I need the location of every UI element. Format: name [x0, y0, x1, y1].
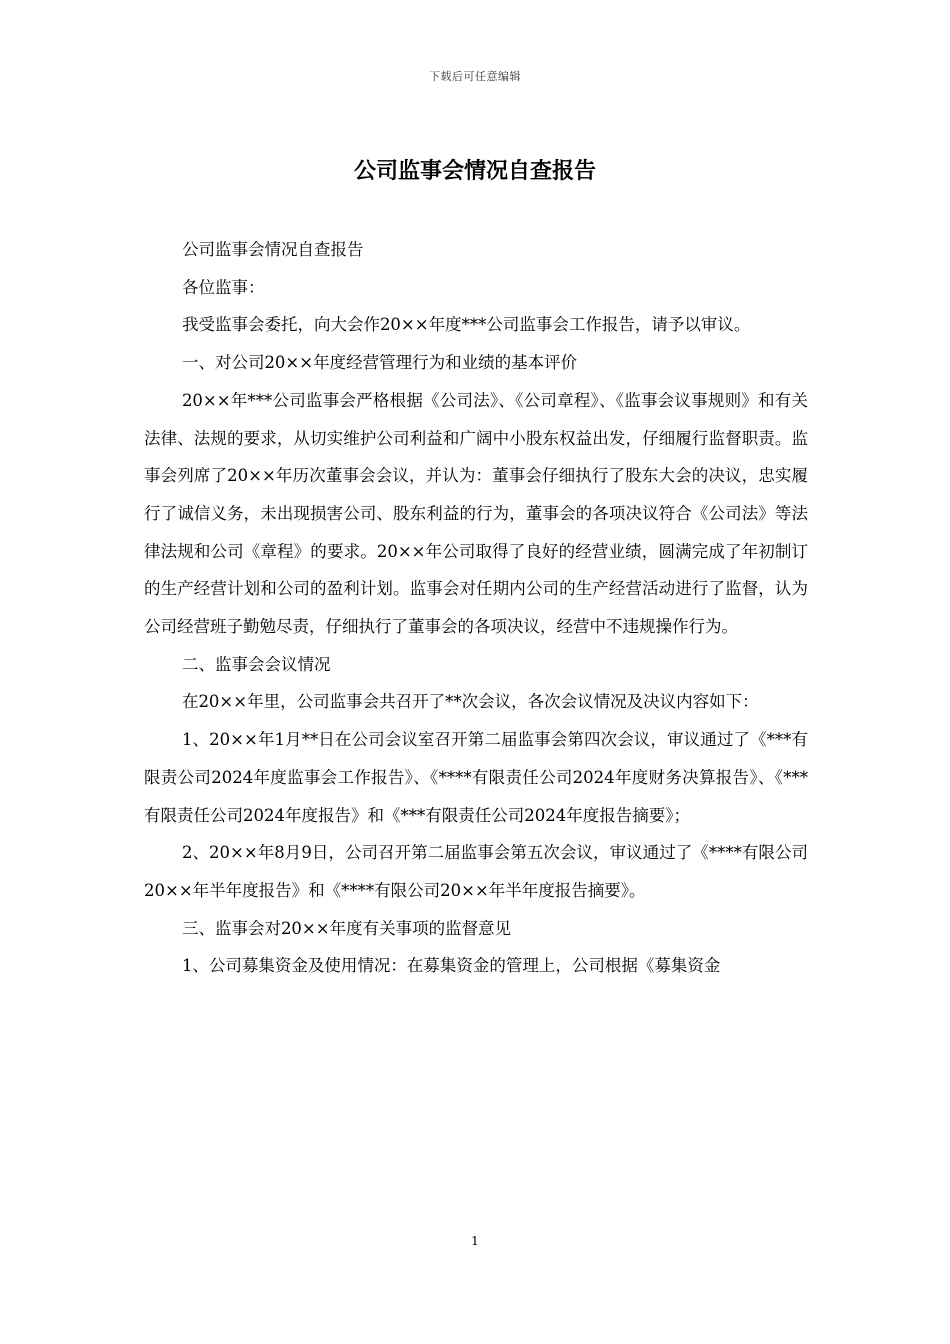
section-heading-3: 三、监事会对20××年度有关事项的监督意见	[181, 918, 512, 938]
paragraph-evaluation: 20××年***公司监事会严格根据《公司法》、《公司章程》、《监事会议事规则》和有关法律、法规的要求，从切实维护公司利益和广阔中小股东权益出发，仔细履行监督职责。监事会列席了20××年历次董事会会议，并认为：董事会仔细执行了股东大会的决议，忠实履行了诚信义务，未出现损害公司、股东利益的行为，董事会的各项决议符合《公司法》等法律法规和公司《章程》的要求。20××年公司取得了良好的经营业绩，圆满完成了年初制订的生产经营计划和公司的盈利计划。监事会对任期内公司的生产经营活动进行了监督，认为公司经营班子勤勉尽责，仔细执行了董事会的各项决议，经营中不违规操作行为。	[144, 390, 808, 637]
paragraph-funds: 1、公司募集资金及使用情况：在募集资金的管理上，公司根据《募集资金	[181, 956, 721, 976]
paragraph-meeting-1: 1、20××年1月**日在公司会议室召开第二届监事会第四次会议，审议通过了《***有限责公司2024年度监事会工作报告》、《****有限责任公司2024年度财务决算报告》、《***有限责任公司2024年度报告》和《***有限责任公司2024年度报告摘要》；	[144, 730, 808, 825]
section-heading-1: 一、对公司20××年度经营管理行为和业绩的基本评价	[181, 353, 578, 373]
paragraph-salutation: 各位监事：	[181, 277, 265, 297]
paragraph-subtitle: 公司监事会情况自查报告	[181, 240, 364, 259]
page-number: 1	[471, 1234, 479, 1248]
section-heading-2: 二、监事会会议情况	[181, 654, 331, 674]
paragraph-meeting-2: 2、20××年8月9日，公司召开第二届监事会第五次会议，审议通过了《****有限公司20××年半年度报告》和《****有限公司20××年半年度报告摘要》。	[144, 843, 808, 900]
paragraph-meetings-intro: 在20××年里，公司监事会共召开了**次会议，各次会议情况及决议内容如下：	[181, 692, 759, 712]
document-body	[144, 231, 808, 985]
document-title: 公司监事会情况自查报告	[353, 159, 596, 184]
header-note: 下载后可任意编辑	[429, 70, 521, 83]
paragraph-intro: 我受监事会委托，向大会作20××年度***公司监事会工作报告，请予以审议。	[181, 315, 751, 335]
